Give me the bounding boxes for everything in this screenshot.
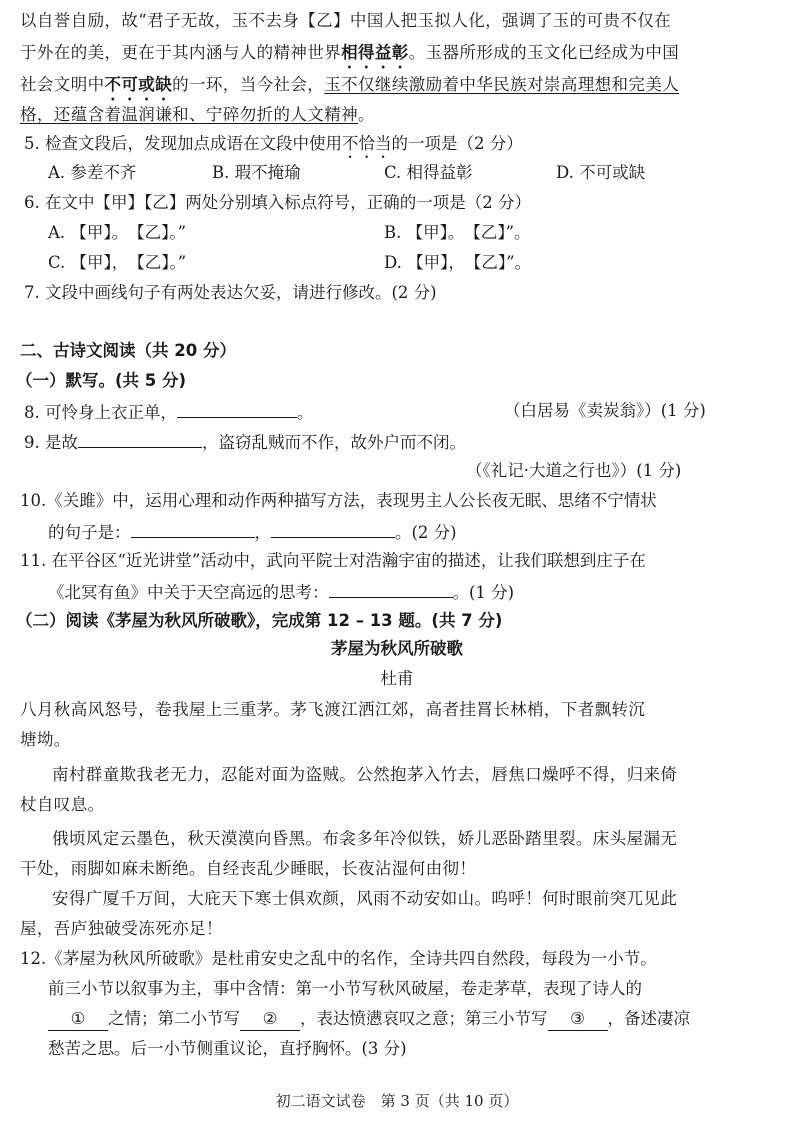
question-12-line-2: 前三小节以叙事为主，事中含情：第一小节写秋风破屋，卷走茅草，表现了诗人的 (48, 979, 642, 998)
q5-option-b: B. 瑕不掩瑜 (212, 163, 301, 182)
passage-line-2 (20, 42, 679, 72)
question-12: 12.《茅屋为秋风所破歌》是杜甫安史之乱中的名作，全诗共四自然段，每段为一小节。 (20, 949, 657, 968)
answer-blank[interactable] (329, 580, 453, 598)
question-8 (24, 400, 314, 424)
question-10-answer (48, 520, 457, 544)
question-11: 11. 在平谷区“近光讲堂”活动中，武向平院士对浩瀚宇宙的描述，让我们联想到庄子在 (20, 551, 646, 570)
question-7: 7. 文段中画线句子有两处表达欠妥，请进行修改。(2 分) (24, 283, 437, 302)
question-text: ，盗窃乱贼而不作，故外户而不闭。 (202, 433, 466, 452)
answer-blank-1[interactable]: ① (48, 1008, 108, 1031)
q5-option-a: A. 参差不齐 (48, 163, 137, 182)
dotted-idiom: 不可或缺 (104, 75, 173, 94)
question-text: ，表达愤懑哀叹之意；第三小节写 (300, 1009, 548, 1028)
question-12-line-4: 愁苦之思。后一小节侧重议论，直抒胸怀。(3 分) (48, 1039, 407, 1058)
question-12-line-3 (48, 1008, 690, 1031)
page-footer: 初二语文试卷 第 3 页（共 10 页） (275, 1092, 519, 1110)
section-2-title: 二、古诗文阅读（共 20 分） (20, 341, 236, 360)
poem-title: 茅屋为秋风所破歌 (331, 639, 463, 658)
answer-blank[interactable] (78, 430, 202, 448)
poem-line: 俄顷风定云墨色，秋天漠漠向昏黑。布衾多年冷似铁，娇儿恶卧踏里裂。床头屋漏无 (52, 829, 678, 848)
question-text: 。(2 分) (395, 523, 457, 542)
question-text: ，备述凄凉 (607, 1009, 690, 1028)
passage-text: 以自誉自励，故“君子无故，玉不去身【乙】中国人把玉拟人化，强调了玉的可贵不仅在 (20, 11, 672, 30)
passage-text: 于外在的美，更在于其内涵与人的精神世界 (20, 43, 342, 62)
answer-blank-2[interactable]: ② (240, 1008, 300, 1031)
q6-option-a: A. 【甲】。 【乙】。” (48, 223, 187, 242)
poem-line: 塘坳。 (20, 730, 71, 749)
answer-blank[interactable] (131, 520, 255, 538)
q5-option-c: C. 相得益彰 (384, 163, 473, 182)
question-9 (24, 430, 466, 454)
question-6: 6. 在文中【甲】【乙】两处分别填入标点符号，正确的一项是（2 分） (24, 193, 531, 212)
question-text: 的一项是（2 分） (391, 134, 523, 153)
question-text: 8. 可怜身上衣正单， (24, 403, 177, 422)
part-2-title: （二）阅读《茅屋为秋风所破歌》，完成第 12 – 13 题。(共 7 分) (16, 611, 503, 630)
dotted-idiom: 相得益彰 (341, 43, 409, 62)
passage-text: 。 (358, 105, 375, 124)
passage-text: 。玉器所形成的玉文化已经成为中国 (408, 43, 680, 62)
answer-blank[interactable] (177, 400, 297, 418)
underlined-sentence: 格，还蕴含着温润谦和、宁碎勿折的人文精神 (20, 105, 358, 124)
q8-source: （白居易《卖炭翁》）(1 分) (504, 401, 706, 420)
q9-source: （《礼记·大道之行也》）(1 分) (466, 461, 682, 480)
question-text: 之情；第二小节写 (108, 1009, 240, 1028)
question-10: 10.《关雎》中，运用心理和动作两种描写方法，表现男主人公长夜无眠、思绪不宁情状 (20, 491, 657, 510)
underlined-sentence: 玉不仅继续激励着中华民族对崇高理想和完美人 (324, 75, 680, 94)
passage-text: 社会文明中 (20, 75, 105, 94)
passage-line-1 (20, 10, 671, 32)
poem-line: 南村群童欺我老无力，忍能对面为盗贼。公然抱茅入竹去，唇焦口燥呼不得，归来倚 (52, 765, 678, 784)
dotted-word: 不恰当 (342, 134, 392, 153)
poem-line: 干处，雨脚如麻未断绝。自经丧乱少睡眠，长夜沾湿何由彻！ (20, 859, 477, 878)
answer-blank[interactable] (271, 520, 395, 538)
q6-option-b: B. 【甲】。 【乙】”。 (384, 223, 531, 242)
question-5 (24, 133, 523, 162)
poem-line: 八月秋高风怒号，卷我屋上三重茅。茅飞渡江洒江郊，高者挂罥长林梢，下者飘转沉 (20, 700, 646, 719)
question-text: 5. 检查文段后，发现加点成语在文段中使用 (24, 134, 342, 153)
question-text: 9. 是故 (24, 433, 78, 452)
poem-author: 杜甫 (380, 669, 414, 688)
poem-line: 杖自叹息。 (20, 795, 105, 814)
question-11-answer (48, 580, 514, 604)
q6-option-c: C. 【甲】， 【乙】。” (48, 253, 187, 272)
question-text: 。(1 分) (452, 583, 515, 602)
passage-line-3 (20, 74, 679, 104)
question-text: 的句子是： (48, 523, 131, 542)
answer-blank-3[interactable]: ③ (548, 1008, 608, 1031)
question-text: ， (254, 523, 271, 542)
poem-line: 安得广厦千万间，大庇天下寒士俱欢颜，风雨不动安如山。呜呼！何时眼前突兀见此 (52, 889, 678, 908)
question-text: 。 (297, 403, 314, 422)
q5-option-d: D. 不可或缺 (556, 163, 646, 182)
q6-option-d: D. 【甲】， 【乙】”。 (384, 253, 532, 272)
passage-text: 的一环，当今社会， (172, 75, 325, 94)
poem-line: 屋，吾庐独破受冻死亦足！ (20, 919, 223, 938)
part-1-title: （一）默写。(共 5 分) (16, 371, 187, 390)
question-text: 《北冥有鱼》中关于天空高远的思考： (48, 583, 329, 602)
passage-line-4 (20, 104, 375, 126)
